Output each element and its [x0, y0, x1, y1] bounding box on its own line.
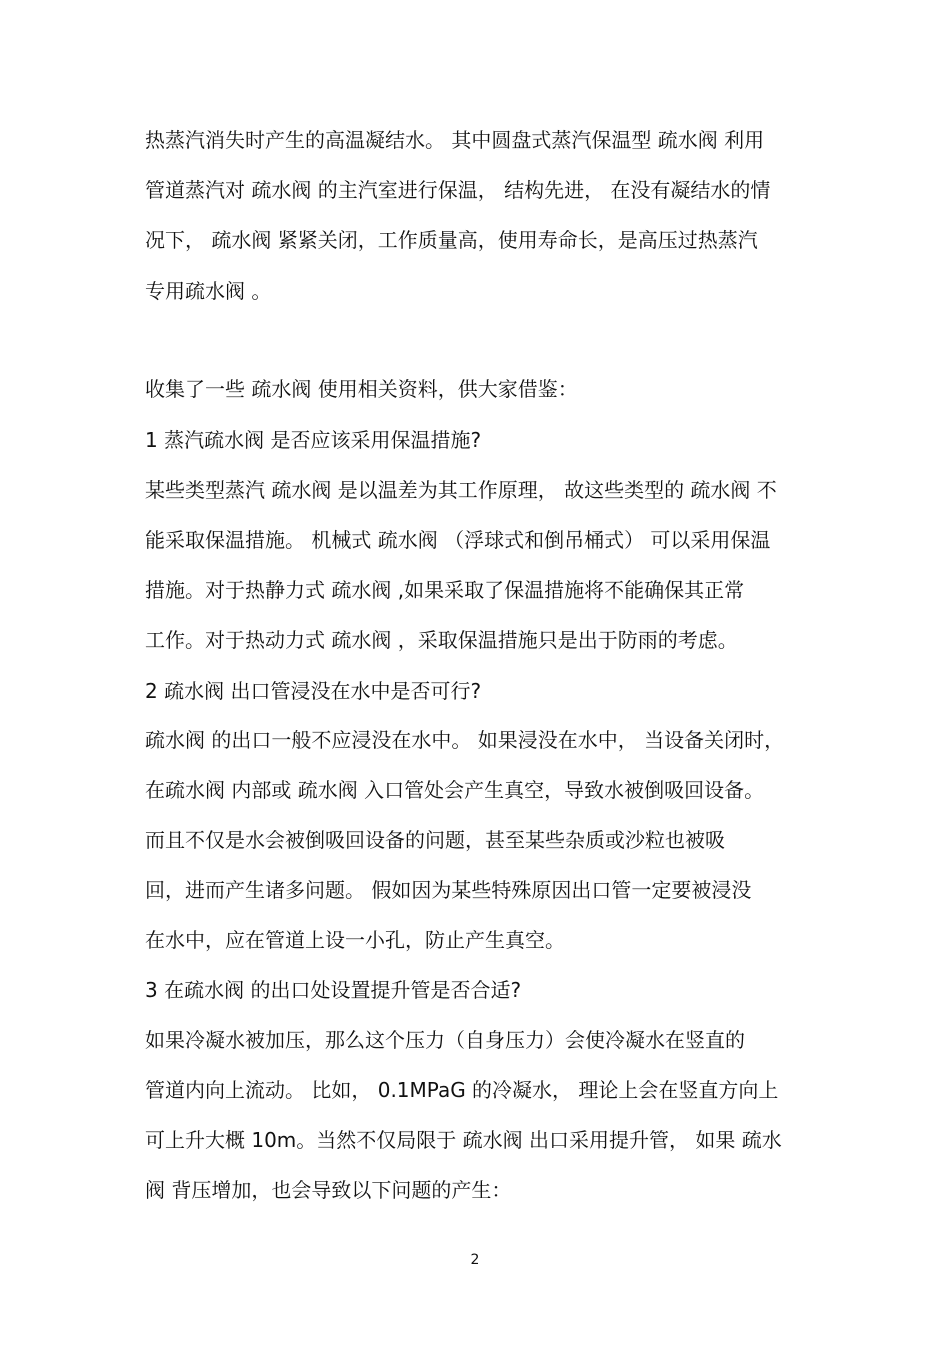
page-number: 2: [470, 1252, 480, 1268]
text-line: 专用疏水阀 。: [145, 279, 272, 303]
text-line: 回，进而产生诸多问题。 假如因为某些特殊原因出口管一定要被浸没: [145, 878, 752, 902]
text-line: 况下， 疏水阀 紧紧关闭，工作质量高，使用寿命长，是高压过热蒸汽: [145, 228, 758, 252]
text-line: 阀 背压增加，也会导致以下问题的产生：: [145, 1178, 512, 1202]
text-line: 管道蒸汽对 疏水阀 的主汽室进行保温， 结构先进， 在没有凝结水的情: [145, 178, 771, 202]
text-line: 而且不仅是水会被倒吸回设备的问题，甚至某些杂质或沙粒也被吸: [145, 828, 725, 852]
text-line: 收集了一些 疏水阀 使用相关资料，供大家借鉴：: [145, 377, 578, 401]
text-line: 可上升大概 10m。当然不仅局限于 疏水阀 出口采用提升管， 如果 疏水: [145, 1128, 782, 1152]
section-heading: 1 蒸汽疏水阀 是否应该采用保温措施?: [145, 428, 482, 452]
section-heading: 2 疏水阀 出口管浸没在水中是否可行?: [145, 679, 482, 703]
text-line: 疏水阀 的出口一般不应浸没在水中。 如果浸没在水中， 当设备关闭时，: [145, 728, 785, 752]
text-line: 在水中，应在管道上设一小孔，防止产生真空。: [145, 928, 565, 952]
text-line: 某些类型蒸汽 疏水阀 是以温差为其工作原理， 故这些类型的 疏水阀 不: [145, 478, 777, 502]
text-line: 在疏水阀 内部或 疏水阀 入口管处会产生真空，导致水被倒吸回设备。: [145, 778, 765, 802]
text-line: 能采取保温措施。 机械式 疏水阀 （浮球式和倒吊桶式） 可以采用保温: [145, 528, 771, 552]
text-line: 管道内向上流动。 比如， 0.1MPaG 的冷凝水， 理论上会在竖直方向上: [145, 1078, 779, 1102]
text-line: 如果冷凝水被加压，那么这个压力（自身压力）会使冷凝水在竖直的: [145, 1028, 745, 1052]
text-line: 措施。对于热静力式 疏水阀 ,如果采取了保温措施将不能确保其正常: [145, 578, 745, 602]
section-heading: 3 在疏水阀 的出口处设置提升管是否合适?: [145, 978, 522, 1002]
text-line: 工作。对于热动力式 疏水阀 ，采取保温措施只是出于防雨的考虑。: [145, 628, 738, 652]
text-line: 热蒸汽消失时产生的高温凝结水。 其中圆盘式蒸汽保温型 疏水阀 利用: [145, 128, 765, 152]
